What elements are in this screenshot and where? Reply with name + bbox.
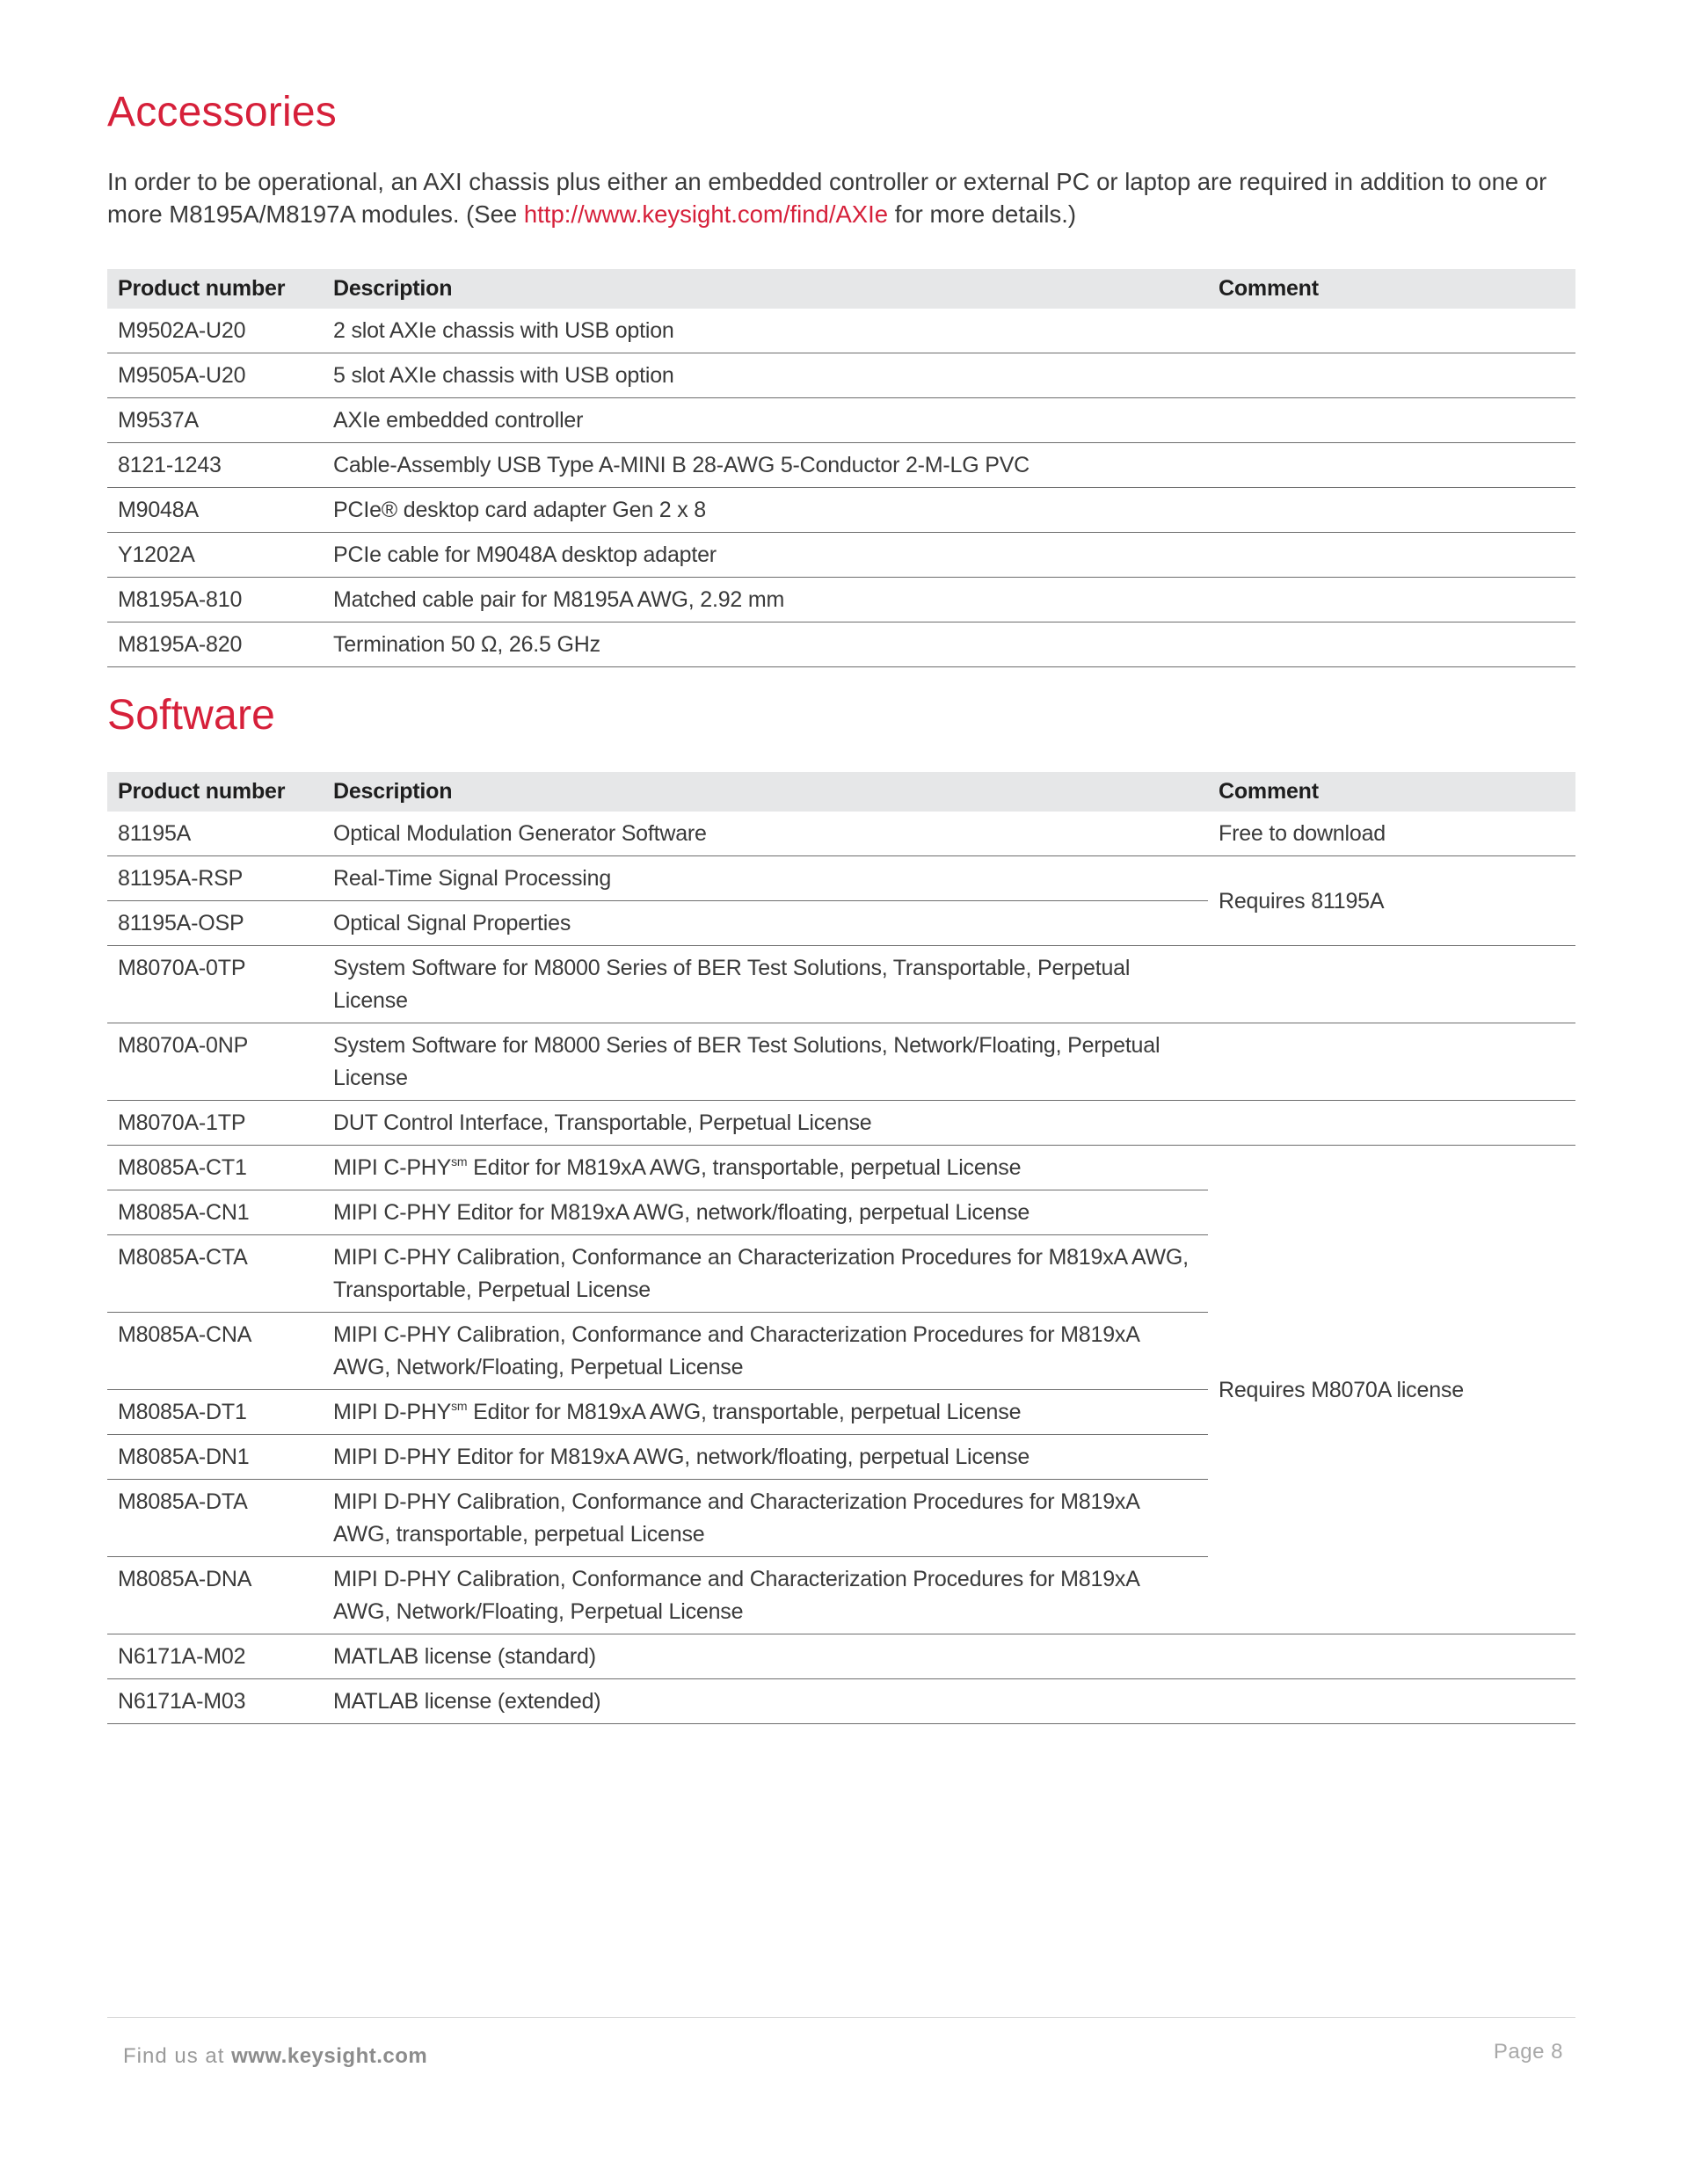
table-row	[107, 398, 1575, 443]
comment-cell	[1208, 488, 1575, 533]
description-cell: DUT Control Interface, Transportable, Perpetual License	[323, 1101, 1208, 1146]
comment-cell	[1208, 946, 1575, 1023]
footer-find-us	[123, 2044, 427, 2069]
table-row	[107, 622, 1575, 667]
header-comment: Comment	[1208, 269, 1575, 309]
table-row	[107, 578, 1575, 622]
header-comment: Comment	[1208, 772, 1575, 812]
product-number-cell: M8070A-0TP	[107, 946, 323, 1023]
description-cell: Real-Time Signal Processing	[323, 856, 1208, 901]
description-text: MIPI D-PHY	[333, 1400, 452, 1424]
product-number-cell: M8085A-CN1	[107, 1190, 323, 1235]
description-cell: MIPI C-PHY Calibration, Conformance and Characterization Procedures for M819xA AWG, Network/Floating, Perpetual License	[323, 1313, 1208, 1390]
description-cell: Optical Signal Properties	[323, 901, 1208, 946]
comment-cell	[1208, 309, 1575, 353]
description-cell: MIPI D-PHY Calibration, Conformance and Characterization Procedures for M819xA AWG, Network/Floating, Perpetual License	[323, 1557, 1208, 1634]
table-row	[107, 1023, 1575, 1101]
description-cell	[323, 1390, 1208, 1435]
table-row	[107, 1146, 1575, 1190]
table-row	[107, 946, 1575, 1023]
comment-cell	[1208, 1634, 1575, 1679]
product-number-cell: M8085A-DNA	[107, 1557, 323, 1634]
product-number-cell: 81195A-RSP	[107, 856, 323, 901]
product-number-cell: M8085A-CTA	[107, 1235, 323, 1313]
header-description: Description	[323, 772, 1208, 812]
table-row	[107, 488, 1575, 533]
product-number-cell: M8085A-DN1	[107, 1435, 323, 1480]
header-product-number: Product number	[107, 772, 323, 812]
description-cell: MIPI D-PHY Editor for M819xA AWG, network/floating, perpetual License	[323, 1435, 1208, 1480]
table-row	[107, 1679, 1575, 1724]
description-text: Editor for M819xA AWG, transportable, perpetual License	[467, 1155, 1022, 1180]
description-cell: MIPI D-PHY Calibration, Conformance and Characterization Procedures for M819xA AWG, transportable, perpetual License	[323, 1480, 1208, 1557]
software-heading: Software	[107, 692, 276, 739]
table-row	[107, 353, 1575, 398]
comment-cell	[1208, 533, 1575, 578]
table-row	[107, 443, 1575, 488]
description-cell: MATLAB license (extended)	[323, 1679, 1208, 1724]
comment-cell: Free to download	[1208, 812, 1575, 856]
comment-cell-requires-81195a: Requires 81195A	[1208, 856, 1575, 946]
product-number-cell: N6171A-M02	[107, 1634, 323, 1679]
service-mark: sm	[451, 1154, 468, 1168]
product-number-cell: M9505A-U20	[107, 353, 323, 398]
description-cell: Cable-Assembly USB Type A-MINI B 28-AWG 5-Conductor 2-M-LG PVC	[323, 443, 1208, 488]
table-row	[107, 309, 1575, 353]
description-cell: System Software for M8000 Series of BER Test Solutions, Network/Floating, Perpetual License	[323, 1023, 1208, 1101]
product-number-cell: M8195A-820	[107, 622, 323, 667]
description-cell: Termination 50 Ω, 26.5 GHz	[323, 622, 1208, 667]
intro-text-before: In order to be operational, an AXI chassis plus either an embedded controller or external PC or laptop are required in addition to one or more M8195A/M8197A modules. (See	[107, 168, 1547, 228]
comment-cell	[1208, 622, 1575, 667]
product-number-cell: M8085A-DTA	[107, 1480, 323, 1557]
description-cell: MIPI C-PHY Editor for M819xA AWG, network/floating, perpetual License	[323, 1190, 1208, 1235]
description-cell: PCIe® desktop card adapter Gen 2 x 8	[323, 488, 1208, 533]
description-cell: PCIe cable for M9048A desktop adapter	[323, 533, 1208, 578]
comment-cell	[1208, 1023, 1575, 1101]
product-number-cell: M8085A-CT1	[107, 1146, 323, 1190]
product-number-cell: M8085A-DT1	[107, 1390, 323, 1435]
table-row	[107, 1634, 1575, 1679]
comment-cell	[1208, 398, 1575, 443]
product-number-cell: M8195A-810	[107, 578, 323, 622]
table-row	[107, 812, 1575, 856]
description-text: Editor for M819xA AWG, transportable, perpetual License	[467, 1400, 1022, 1424]
header-product-number: Product number	[107, 269, 323, 309]
description-cell: System Software for M8000 Series of BER Test Solutions, Transportable, Perpetual License	[323, 946, 1208, 1023]
description-cell: AXIe embedded controller	[323, 398, 1208, 443]
product-number-cell: 8121-1243	[107, 443, 323, 488]
description-cell: Optical Modulation Generator Software	[323, 812, 1208, 856]
table-row	[107, 533, 1575, 578]
description-cell: MIPI C-PHY Calibration, Conformance an Characterization Procedures for M819xA AWG, Transportable, Perpetual License	[323, 1235, 1208, 1313]
page-number: Page 8	[1493, 2040, 1563, 2064]
description-cell: 5 slot AXIe chassis with USB option	[323, 353, 1208, 398]
axie-link[interactable]: http://www.keysight.com/find/AXIe	[523, 200, 889, 228]
comment-cell-requires-m8070a: Requires M8070A license	[1208, 1146, 1575, 1634]
product-number-cell: M8085A-CNA	[107, 1313, 323, 1390]
table-row	[107, 1101, 1575, 1146]
comment-cell	[1208, 1679, 1575, 1724]
product-number-cell: 81195A-OSP	[107, 901, 323, 946]
product-number-cell: 81195A	[107, 812, 323, 856]
comment-cell	[1208, 443, 1575, 488]
product-number-cell: M9048A	[107, 488, 323, 533]
software-table	[107, 772, 1575, 1724]
accessories-heading: Accessories	[107, 89, 337, 135]
comment-cell	[1208, 353, 1575, 398]
description-text: MIPI C-PHY	[333, 1155, 452, 1180]
footer-divider	[107, 2017, 1575, 2018]
comment-cell	[1208, 578, 1575, 622]
product-number-cell: Y1202A	[107, 533, 323, 578]
description-cell	[323, 1146, 1208, 1190]
product-number-cell: M8070A-0NP	[107, 1023, 323, 1101]
accessories-intro	[107, 165, 1575, 230]
product-number-cell: M9537A	[107, 398, 323, 443]
footer-find-us-label: Find us at	[123, 2044, 225, 2068]
intro-text-after: for more details.)	[888, 200, 1077, 228]
header-description: Description	[323, 269, 1208, 309]
product-number-cell: M8070A-1TP	[107, 1101, 323, 1146]
accessories-table	[107, 269, 1575, 667]
document-page	[107, 0, 1575, 2184]
footer-website-link[interactable]: www.keysight.com	[231, 2044, 428, 2068]
table-header-row	[107, 772, 1575, 812]
comment-cell	[1208, 1101, 1575, 1146]
description-cell: MATLAB license (standard)	[323, 1634, 1208, 1679]
table-row	[107, 856, 1575, 901]
description-cell: 2 slot AXIe chassis with USB option	[323, 309, 1208, 353]
service-mark: sm	[451, 1399, 468, 1413]
product-number-cell: M9502A-U20	[107, 309, 323, 353]
description-cell: Matched cable pair for M8195A AWG, 2.92 mm	[323, 578, 1208, 622]
table-header-row	[107, 269, 1575, 309]
product-number-cell: N6171A-M03	[107, 1679, 323, 1724]
